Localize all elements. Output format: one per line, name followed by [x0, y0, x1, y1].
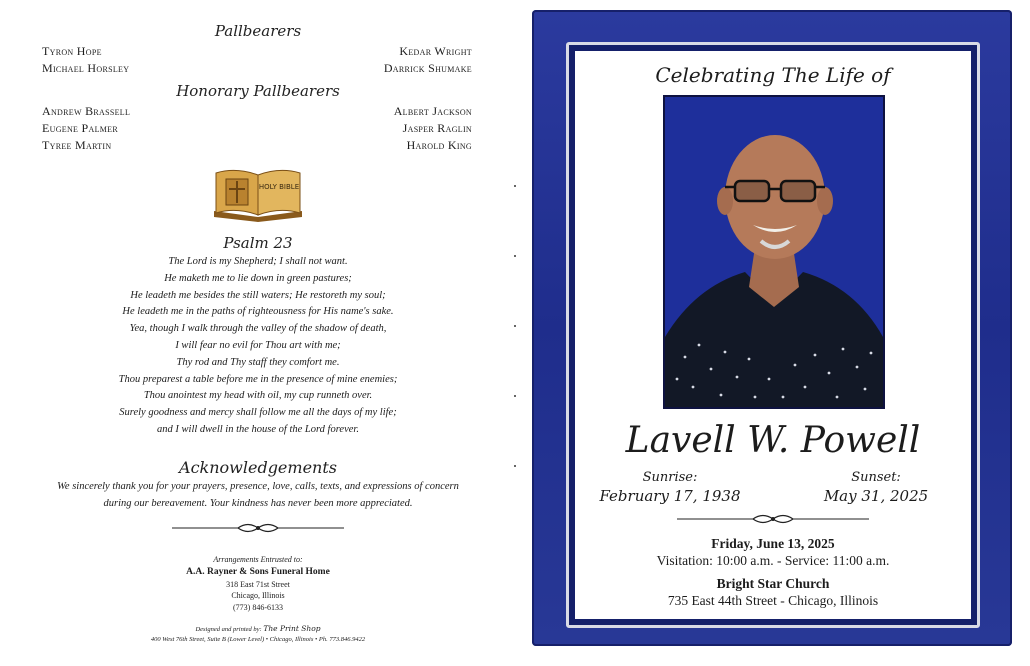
arrangements-block — [0, 554, 516, 613]
acknowledgements-title: Acknowledgements — [179, 458, 337, 477]
psalm-line: The Lord is my Shepherd; I shall not want. — [168, 256, 348, 267]
pallbearers-right-list — [384, 43, 472, 77]
sunset-date: May 31, 2025 — [823, 487, 929, 505]
honorary-right-list — [394, 103, 472, 154]
sunset-label: Sunset: — [851, 470, 901, 485]
acknowledgements-line: during our bereavement. Your kindness has never been more appreciated. — [103, 498, 413, 509]
psalm-line: He maketh me to lie down in green pastures; — [164, 272, 352, 284]
honorary-left-list — [42, 103, 130, 154]
ornament-divider-left — [0, 520, 516, 541]
pallbearer-name: Darrick Shumake — [383, 61, 472, 75]
service-times: Visitation: 10:00 a.m. - Service: 11:00 a.m. — [656, 553, 890, 568]
fold-mark — [514, 185, 516, 187]
cover-frame-inner — [566, 42, 980, 628]
honorary-name: Tyree Martin — [42, 138, 112, 152]
pallbearers-title: Pallbearers — [214, 22, 302, 40]
funeral-home-phone: (773) 846-6133 — [233, 602, 283, 612]
printer-address: 400 West 76th Street, Suite B (Lower Level) • Chicago, Illinois • Ph. 773.846.9422 — [150, 636, 366, 643]
fold-mark — [514, 255, 516, 257]
printer-credit — [0, 624, 516, 645]
fold-mark — [514, 325, 516, 327]
arrangements-label: Arrangements Entrusted to: — [213, 555, 303, 564]
pallbearer-name: Tyron Hope — [42, 44, 102, 58]
cover-frame — [532, 10, 1012, 646]
psalm-line: Thy rod and Thy staff they comfort me. — [176, 356, 340, 368]
funeral-home-address: 318 East 71st Street — [226, 579, 290, 589]
honorary-name: Harold King — [406, 138, 472, 152]
bible-label: HOLY BIBLE — [258, 183, 300, 191]
pallbearer-name: Michael Horsley — [42, 61, 130, 75]
fold-mark — [514, 465, 516, 467]
honorary-name: Eugene Palmer — [42, 121, 119, 135]
service-date: Friday, June 13, 2025 — [711, 536, 835, 551]
psalm-line: Thou preparest a table before me in the presence of mine enemies; — [118, 373, 398, 385]
sunrise-date: February 17, 1938 — [599, 487, 741, 505]
psalm-line: He leadeth me in the paths of righteousness for His name's sake. — [122, 306, 394, 318]
printer-name: The Print Shop — [263, 624, 321, 633]
church-address: 735 East 44th Street - Chicago, Illinois — [667, 593, 879, 608]
printer-line — [0, 624, 516, 635]
portrait-illustration — [665, 97, 883, 407]
cover-card — [575, 51, 971, 619]
bible-icon — [210, 165, 306, 223]
decedent-name: Lavell W. Powell — [625, 420, 921, 461]
acknowledgements-line: We sincerely thank you for your prayers, presence, love, calls, texts, and expressions of concern — [57, 481, 459, 492]
honorary-name: Jasper Raglin — [402, 121, 472, 135]
acknowledgements-text — [0, 478, 516, 512]
psalm-text — [0, 254, 516, 439]
funeral-home-name: A.A. Rayner & Sons Funeral Home — [186, 566, 330, 577]
ornament-divider-cover — [575, 511, 971, 532]
portrait-photo — [663, 95, 885, 409]
honorary-name: Albert Jackson — [393, 104, 472, 118]
honorary-title: Honorary Pallbearers — [176, 82, 340, 100]
cover-heading: Celebrating The Life of — [655, 63, 891, 87]
printer-label: Designed and printed by: — [195, 626, 262, 633]
service-info — [575, 535, 971, 609]
psalm-line: and I will dwell in the house of the Lord forever. — [157, 423, 359, 435]
pallbearers-left-list — [42, 43, 129, 77]
psalm-line: I will fear no evil for Thou art with me; — [175, 339, 341, 351]
sunrise-label: Sunrise: — [642, 470, 698, 485]
fold-mark — [514, 395, 516, 397]
psalm-line: Yea, though I walk through the valley of the shadow of death, — [129, 323, 387, 335]
psalm-title: Psalm 23 — [223, 234, 293, 252]
psalm-line: Surely goodness and mercy shall follow me all the days of my life; — [119, 407, 397, 419]
sunrise-block — [595, 469, 745, 505]
pallbearer-name: Kedar Wright — [399, 44, 472, 58]
church-name: Bright Star Church — [716, 576, 830, 591]
funeral-home-city: Chicago, Illinois — [231, 591, 285, 600]
psalm-line: Thou anointest my head with oil, my cup runneth over. — [143, 390, 373, 402]
psalm-line: He leadeth me besides the still waters; He restoreth my soul; — [130, 289, 386, 301]
honorary-name: Andrew Brassell — [42, 104, 131, 118]
sunset-block — [801, 469, 951, 505]
